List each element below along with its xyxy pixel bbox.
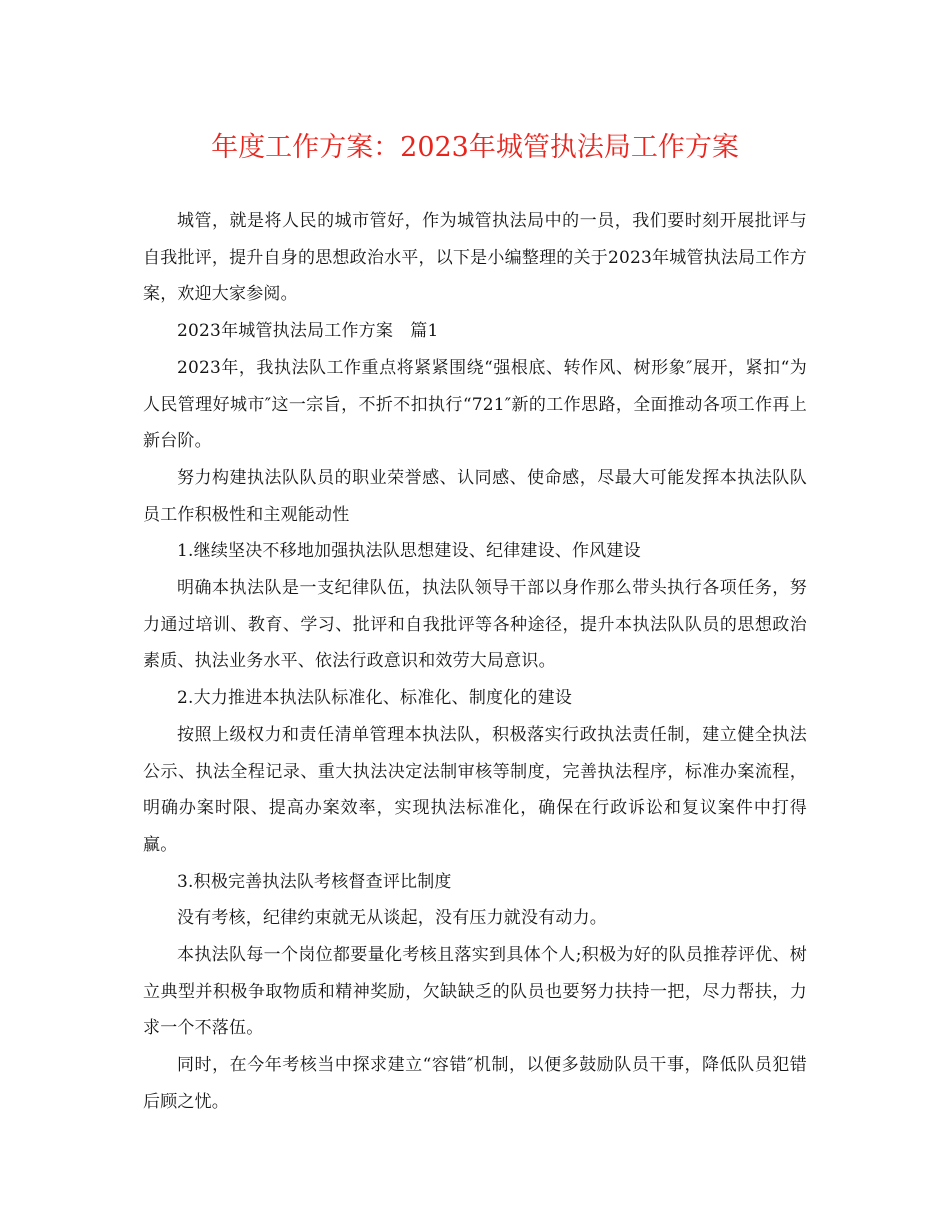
- paragraph-subheading: 1.继续坚决不移地加强执法队思想建设、纪律建设、作风建设: [177, 541, 641, 562]
- paragraph: 没有考核，纪律约束就无从谈起，没有压力就没有动力。: [177, 908, 607, 929]
- paragraph: 努力构建执法队队员的职业荣誉感、认同感、使命感，尽最大可能发挥本执法队队员工作积极性和主观能动性: [143, 467, 807, 525]
- paragraph-section-heading: 2023年城管执法局工作方案 篇1: [177, 321, 439, 342]
- paragraph-subheading: 2.大力推进本执法队标准化、标准化、制度化的建设: [177, 688, 573, 709]
- paragraph: 按照上级权力和责任清单管理本执法队，积极落实行政执法责任制，建立健全执法公示、执法全程记录、重大执法决定法制审核等制度，完善执法程序，标准办案流程，明确办案时限、提高办案效率，实现执法标准化，确保在行政诉讼和复议案件中打得赢。: [143, 724, 807, 855]
- paragraph: 本执法队每一个岗位都要量化考核且落实到具体个人;积极为好的队员推荐评优、树立典型并积极争取物质和精神奖励，欠缺缺乏的队员也要努力扶持一把，尽力帮扶，力求一个不落伍。: [143, 945, 807, 1039]
- paragraph-intro: 城管，就是将人民的城市管好，作为城管执法局中的一员，我们要时刻开展批评与自我批评，提升自身的思想政治水平，以下是小编整理的关于2023年城管执法局工作方案，欢迎大家参阅。: [143, 211, 807, 305]
- paragraph: 同时，在今年考核当中探求建立“容错″机制，以便多鼓励队员干事，降低队员犯错后顾之忧。: [143, 1055, 807, 1112]
- document-title: 年度工作方案：2023年城管执法局工作方案: [211, 132, 739, 163]
- document-body: [143, 203, 807, 1121]
- paragraph-subheading: 3.积极完善执法队考核督查评比制度: [177, 871, 452, 892]
- paragraph: 2023年，我执法队工作重点将紧紧围绕“强根底、转作风、树形象″展开，紧扣“为人民管理好城市″这一宗旨，不折不扣执行“721″新的工作思路，全面推动各项工作再上新台阶。: [143, 357, 807, 452]
- paragraph: 明确本执法队是一支纪律队伍，执法队领导干部以身作那么带头执行各项任务，努力通过培训、教育、学习、批评和自我批评等各种途径，提升本执法队队员的思想政治素质、执法业务水平、依法行政意识和效劳大局意识。: [143, 578, 807, 672]
